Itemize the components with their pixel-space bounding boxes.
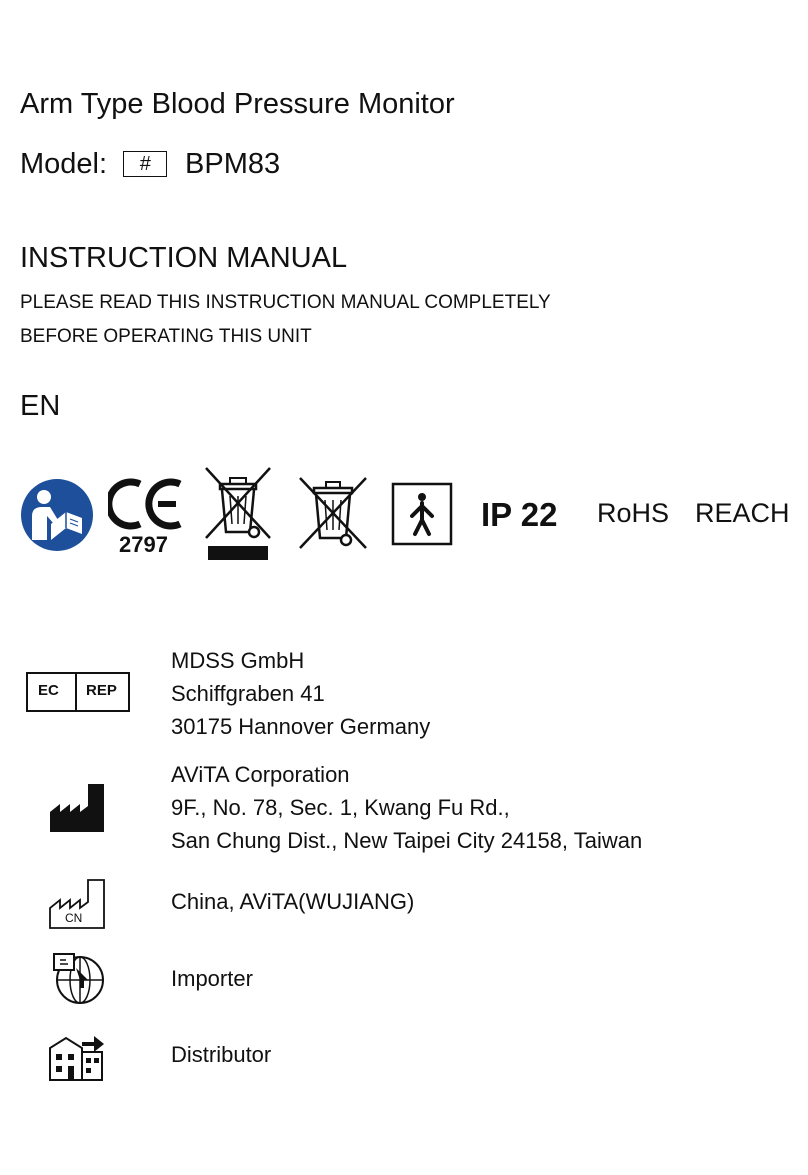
distributor-icon <box>48 1030 106 1082</box>
manufacturer-line-2: 9F., No. 78, Sec. 1, Kwang Fu Rd., <box>171 795 510 820</box>
manufacturer-line-1: AViTA Corporation <box>171 762 350 787</box>
model-row <box>20 146 280 182</box>
product-title: Arm Type Blood Pressure Monitor <box>20 88 455 120</box>
manufacturer-icon <box>48 782 106 834</box>
ce-notified-body-number: 2797 <box>119 532 168 557</box>
country-code-label: CN <box>65 911 83 925</box>
ce-mark-icon <box>108 476 184 532</box>
country-of-manufacture-text: China, AViTA(WUJIANG) <box>171 889 415 914</box>
ec-rep-badge-left: EC <box>38 682 59 699</box>
rohs-mark: RoHS <box>597 498 670 528</box>
model-number: BPM83 <box>185 147 281 180</box>
reach-mark: REACH <box>695 498 790 528</box>
ec-rep-line-2: Schiffgraben 41 <box>171 681 325 706</box>
weee-battery-bin-icon <box>298 476 368 550</box>
catalogue-number-symbol: # <box>123 151 167 177</box>
ec-rep-line-1: MDSS GmbH <box>171 648 305 673</box>
manufacturer-line-3: San Chung Dist., New Taipei City 24158, Taiwan <box>171 828 643 853</box>
manual-note-line1: PLEASE READ THIS INSTRUCTION MANUAL COMPLETELY <box>20 292 551 313</box>
importer-icon <box>50 950 106 1006</box>
distributor-label: Distributor <box>171 1042 272 1067</box>
ec-rep-line-3: 30175 Hannover Germany <box>171 714 431 739</box>
model-label: Model: <box>20 147 108 180</box>
weee-bin-icon <box>202 466 274 564</box>
ec-rep-symbol <box>26 672 130 712</box>
manual-note-line2: BEFORE OPERATING THIS UNIT <box>20 326 312 347</box>
country-of-manufacture-icon <box>48 878 106 930</box>
ip-rating: IP 22 <box>481 496 558 533</box>
manual-heading: INSTRUCTION MANUAL <box>20 242 348 274</box>
importer-label: Importer <box>171 966 253 991</box>
language-code: EN <box>20 390 61 422</box>
type-bf-applied-part-icon <box>391 482 453 546</box>
ec-rep-badge-right: REP <box>86 682 117 699</box>
read-manual-icon <box>20 478 94 552</box>
